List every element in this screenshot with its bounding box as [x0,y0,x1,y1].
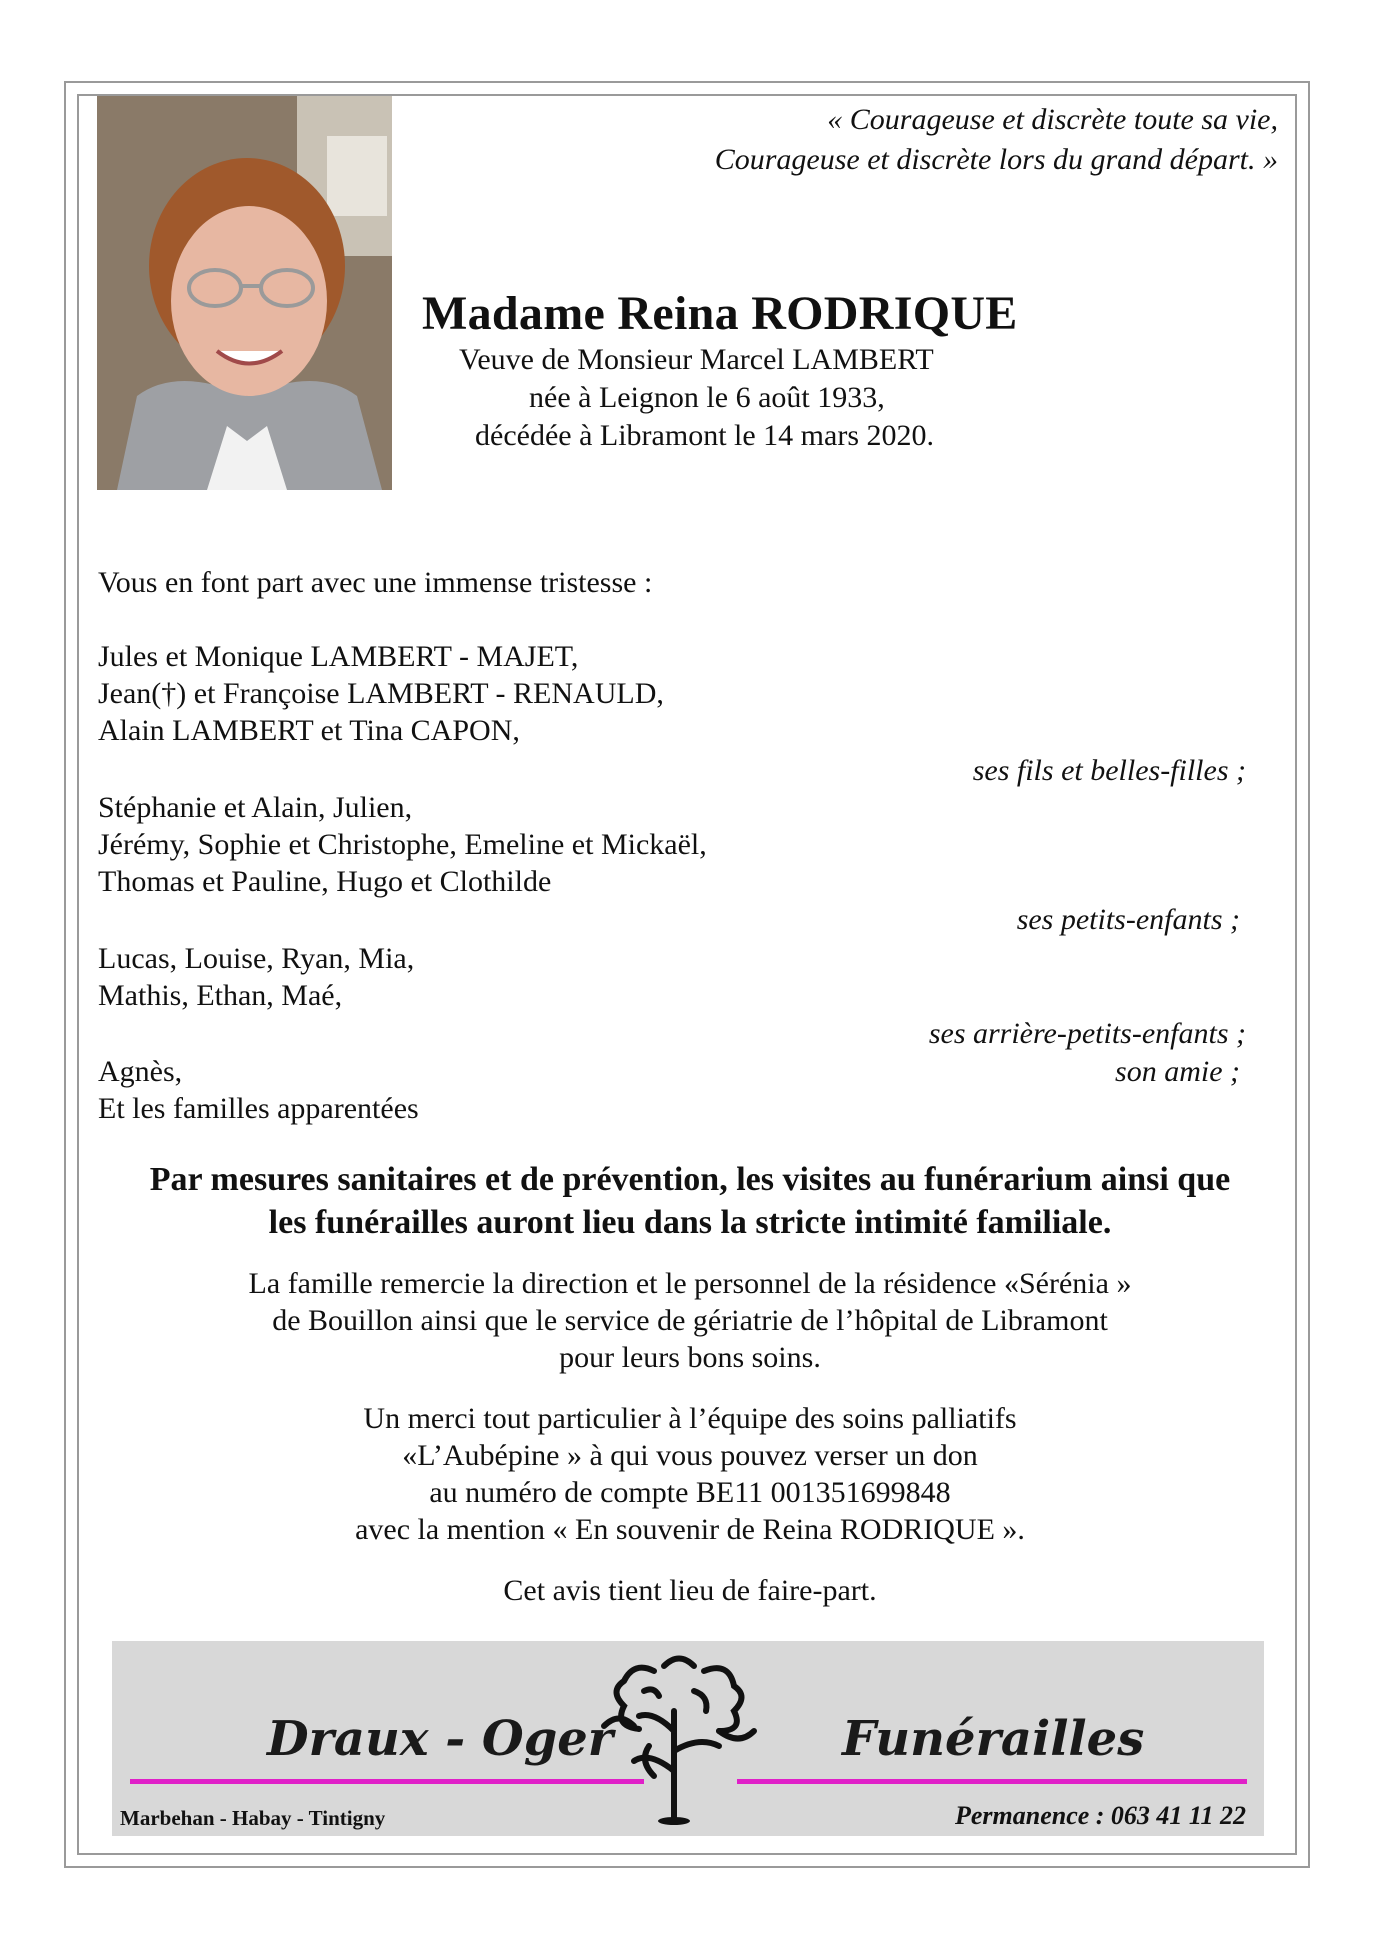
thanks-line: pour leurs bons soins. [559,1341,821,1374]
donation-line: avec la mention « En souvenir de Reina RODRIQUE ». [355,1513,1025,1546]
portrait-photo [97,96,392,490]
family-line: Et les familles apparentées [98,1092,419,1125]
towns-list: Marbehan - Habay - Tintigny [120,1806,386,1830]
family-line: Jérémy, Sophie et Christophe, Emeline et Mickaël, [98,828,707,861]
tree-icon [594,1651,759,1826]
family-line: Thomas et Pauline, Hugo et Clothilde [98,865,552,898]
family-line: Jean(†) et Françoise LAMBERT - RENAULD, [98,677,664,710]
notice-line-2: les funérailles auront lieu dans la stricte intimité familiale. [268,1204,1112,1241]
donation-line: «L’Aubépine » à qui vous pouvez verser un don [402,1439,978,1472]
role-sons: ses fils et belles-filles ; [972,754,1246,787]
family-great-grandchildren [98,940,414,1014]
donation-paragraph [90,1400,1290,1548]
family-line: Mathis, Ethan, Maé, [98,979,343,1012]
donation-line: Un merci tout particulier à l’équipe des soins palliatifs [363,1402,1017,1435]
family-line: Alain LAMBERT et Tina CAPON, [98,714,520,747]
notice-line-1: Par mesures sanitaires et de prévention, les visites au funérarium ainsi que [149,1161,1231,1198]
accent-line-right [737,1779,1247,1784]
thanks-line: La famille remercie la direction et le personnel de la résidence «Sérénia » [248,1267,1132,1300]
role-grandchildren: ses petits-enfants ; [1016,903,1240,936]
brand-right: Funérailles [842,1711,1145,1767]
role-great-grandchildren: ses arrière-petits-enfants ; [928,1017,1246,1050]
quote-line-1: « Courageuse et discrète toute sa vie, [827,103,1278,136]
family-line: Stéphanie et Alain, Julien, [98,791,413,824]
accent-line-left [130,1779,644,1784]
deceased-name: Madame Reina RODRIQUE [422,287,1018,340]
quote-line-2: Courageuse et discrète lors du grand départ. » [714,143,1278,176]
widow-line: Veuve de Monsieur Marcel LAMBERT [459,343,934,376]
phone-number: Permanence : 063 41 11 22 [954,1801,1246,1830]
thanks-line: de Bouillon ainsi que le service de gériatrie de l’hôpital de Libramont [272,1304,1108,1337]
family-line: Agnès, [98,1055,183,1088]
family-line: Jules et Monique LAMBERT - MAJET, [98,640,579,673]
thanks-paragraph [90,1265,1290,1376]
funeral-home-footer [112,1641,1264,1836]
donation-line: au numéro de compte BE11 001351699848 [429,1476,951,1509]
family-sons [98,638,664,749]
intro-text: Vous en font part avec une immense tristesse : [98,566,653,599]
family-grandchildren [98,789,707,900]
role-friend: son amie ; [1115,1055,1240,1088]
birth-line: née à Leignon le 6 août 1933, [529,381,885,414]
family-friend [98,1053,419,1127]
death-line: décédée à Libramont le 14 mars 2020. [475,419,934,452]
closing-line: Cet avis tient lieu de faire-part. [503,1574,877,1607]
brand-left: Draux - Oger [267,1711,614,1767]
sanitary-notice [90,1158,1290,1244]
family-line: Lucas, Louise, Ryan, Mia, [98,942,415,975]
quote [715,100,1278,180]
